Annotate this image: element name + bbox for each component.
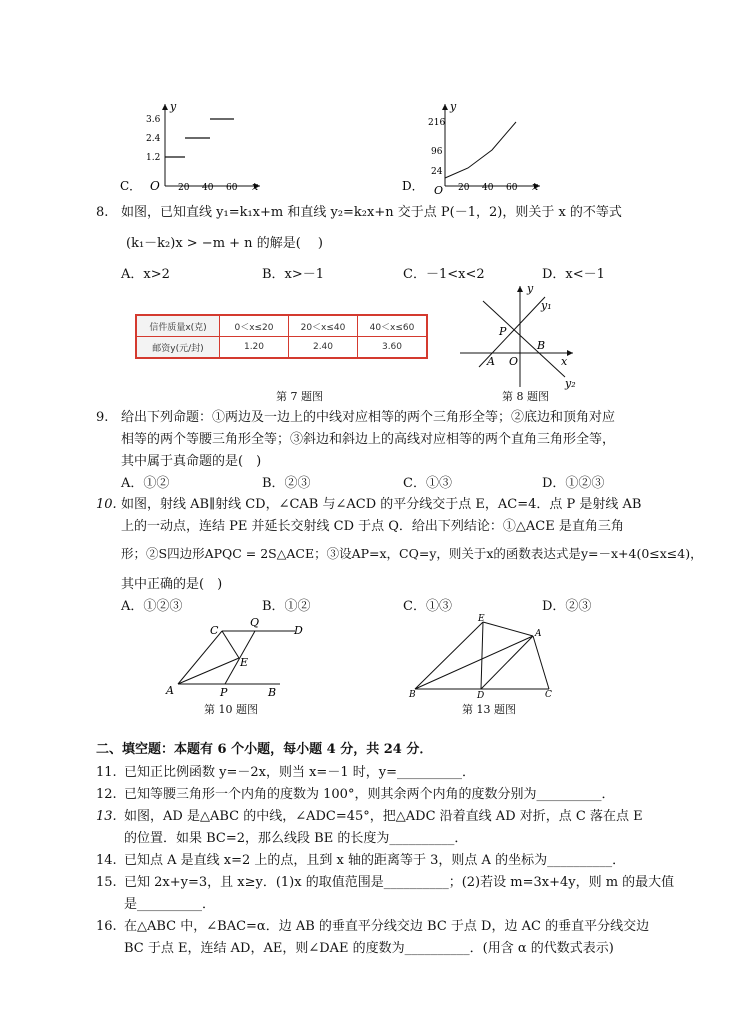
figure-13 — [405, 610, 565, 702]
table-cell: 邮资y(元/封) — [136, 337, 220, 359]
q8-option-a: A．x>2 — [121, 267, 170, 282]
fig10-e: E — [240, 656, 249, 669]
graph-c-option: C． — [120, 179, 142, 193]
table-cell: 信件质量x(克) — [136, 315, 220, 337]
q8-number: 8. — [96, 205, 109, 220]
q10-line1: 如图，射线 AB∥射线 CD，∠CAB 与∠ACD 的平分线交于点 E，AC=4．点 P 是射线 AB — [121, 497, 642, 512]
graph-c-ytick: 2.4 — [146, 134, 161, 144]
q16-number: 16. — [96, 919, 117, 934]
fig8-b: B — [537, 339, 546, 352]
figure-8 — [455, 283, 580, 391]
graph-c-origin: O — [150, 179, 160, 193]
fig10-q: Q — [250, 616, 260, 629]
graph-c-x-axis: x — [252, 180, 259, 193]
q10-line2: 上的一动点，连结 PE 并延长交射线 CD 于点 Q．给出下列结论：①△ACE 是直角三角 — [121, 519, 624, 534]
graph-d — [400, 98, 550, 198]
q9-option-d: D．①②③ — [542, 476, 605, 491]
q8-line1: 如图，已知直线 y₁=k₁x+m 和直线 y₂=k₂x+n 交于点 P(－1，2)，则关于 x 的不等式 — [121, 205, 622, 220]
table-cell: 0＜x≤20 — [220, 315, 289, 337]
graph-d-xtick: 20 — [458, 183, 470, 193]
fig13-c: C — [545, 690, 552, 700]
q13-number: 13. — [96, 809, 117, 824]
q8-line2: (k₁－k₂)x > −m + n 的解是( ) — [126, 236, 323, 251]
q14-text: 已知点 A 是直线 x=2 上的点，且到 x 轴的距离等于 3，则点 A 的坐标为__________． — [124, 853, 626, 868]
table-cell: 3.60 — [358, 337, 428, 359]
q10-option-a: A．①②③ — [121, 599, 183, 614]
graph-c-xtick: 20 — [178, 183, 190, 193]
graph-c — [120, 98, 270, 198]
graph-c-xtick: 40 — [202, 183, 214, 193]
q9-option-c: C．①③ — [403, 476, 452, 491]
graph-c-y-axis: y — [170, 100, 177, 113]
section-2-title: 二、填空题：本题有 6 个小题，每小题 4 分，共 24 分． — [96, 742, 433, 757]
q9-line1: 给出下列命题：①两边及一边上的中线对应相等的两个三角形全等；②底边和顶角对应 — [121, 410, 616, 425]
graph-d-ytick: 96 — [431, 147, 443, 157]
q8-option-b: B．x>－1 — [262, 267, 325, 282]
fig8-y: y — [527, 283, 534, 295]
figure-10-caption: 第 10 题图 — [204, 703, 258, 716]
fig8-x: x — [561, 355, 568, 368]
graph-d-origin: O — [434, 184, 444, 197]
q8-option-c: C．－1<x<2 — [403, 267, 485, 282]
figure-10 — [160, 612, 310, 704]
graph-d-xtick: 60 — [506, 183, 518, 193]
table-cell: 2.40 — [289, 337, 358, 359]
graph-d-xtick: 40 — [482, 183, 494, 193]
q16-line2: BC 于点 E，连结 AD，AE，则∠DAE 的度数为__________．(用含 α 的代数式表示) — [124, 941, 614, 956]
fig10-p: P — [220, 686, 228, 699]
q8-option-d: D．x<－1 — [542, 267, 605, 282]
fig8-p: P — [499, 325, 507, 338]
q9-line2: 相等的两个等腰三角形全等；③斜边和斜边上的高线对应相等的两个直角三角形全等， — [121, 432, 616, 447]
q10-line3: 形；②S四边形APQC = 2S△ACE；③设AP=x，CQ=y，则关于x的函数表达式是y=－x+4(0≤x≤4)， — [121, 546, 703, 561]
fig10-c: C — [210, 624, 219, 637]
fig13-e: E — [478, 614, 485, 624]
figure-7-caption: 第 7 题图 — [276, 390, 323, 403]
q11-text: 已知正比例函数 y=－2x，则当 x=－1 时，y=__________． — [124, 765, 475, 780]
graph-d-y-axis: y — [450, 100, 457, 113]
q9-line3: 其中属于真命题的是( ) — [121, 454, 262, 469]
q14-number: 14. — [96, 853, 117, 868]
q11-number: 11. — [96, 765, 117, 780]
q15-line2: 是__________． — [124, 897, 216, 912]
table-cell: 20＜x≤40 — [289, 315, 358, 337]
q10-option-c: C．①③ — [403, 599, 452, 614]
graph-d-x-axis: x — [532, 180, 539, 193]
figure-8-caption: 第 8 题图 — [502, 390, 549, 403]
graph-d-ytick: 216 — [428, 118, 446, 128]
fig10-b: B — [268, 686, 277, 699]
table-cell: 40＜x≤60 — [358, 315, 428, 337]
fig8-o: O — [509, 355, 519, 368]
figure-13-caption: 第 13 题图 — [462, 703, 516, 716]
graph-c-ytick: 1.2 — [146, 153, 161, 163]
graph-c-xtick: 60 — [226, 183, 238, 193]
fig13-a: A — [535, 629, 542, 639]
graph-c-ytick: 3.6 — [146, 115, 161, 125]
q15-line1: 已知 2x+y=3，且 x≥y．(1)x 的取值范围是__________；(2)若设 m=3x+4y，则 m 的最大值 — [124, 875, 675, 890]
q9-option-a: A．①② — [121, 476, 170, 491]
q15-number: 15. — [96, 875, 117, 890]
table-row — [136, 315, 427, 337]
fig13-b: B — [409, 690, 416, 700]
fig8-y2: y₂ — [565, 377, 576, 390]
q10-option-b: B．①② — [262, 599, 311, 614]
q12-number: 12. — [96, 787, 117, 802]
q10-option-d: D．②③ — [542, 599, 592, 614]
q12-text: 已知等腰三角形一个内角的度数为 100°，则其余两个内角的度数分别为__________． — [124, 787, 615, 802]
q13-line1: 如图，AD 是△ABC 的中线，∠ADC=45°，把△ADC 沿着直线 AD 对折，点 C 落在点 E — [124, 809, 643, 824]
graph-d-ytick: 24 — [431, 167, 443, 177]
table-row — [136, 337, 427, 359]
q9-option-b: B．②③ — [262, 476, 311, 491]
table-cell: 1.20 — [220, 337, 289, 359]
q9-number: 9. — [96, 410, 109, 425]
q10-number: 10. — [96, 497, 117, 512]
q10-line4: 其中正确的是( ) — [121, 577, 223, 592]
postage-table — [135, 314, 428, 359]
q16-line1: 在△ABC 中，∠BAC=α．边 AB 的垂直平分线交边 BC 于点 D，边 AC 的垂直平分线交边 — [124, 919, 650, 934]
graph-d-option: D． — [402, 179, 424, 193]
q13-line2: 的位置．如果 BC=2，那么线段 BE 的长度为__________． — [124, 831, 468, 846]
fig13-d: D — [477, 691, 485, 701]
fig8-y1: y₁ — [541, 299, 552, 312]
fig10-a: A — [166, 684, 174, 697]
fig10-d: D — [294, 624, 303, 637]
fig8-a: A — [487, 355, 495, 368]
